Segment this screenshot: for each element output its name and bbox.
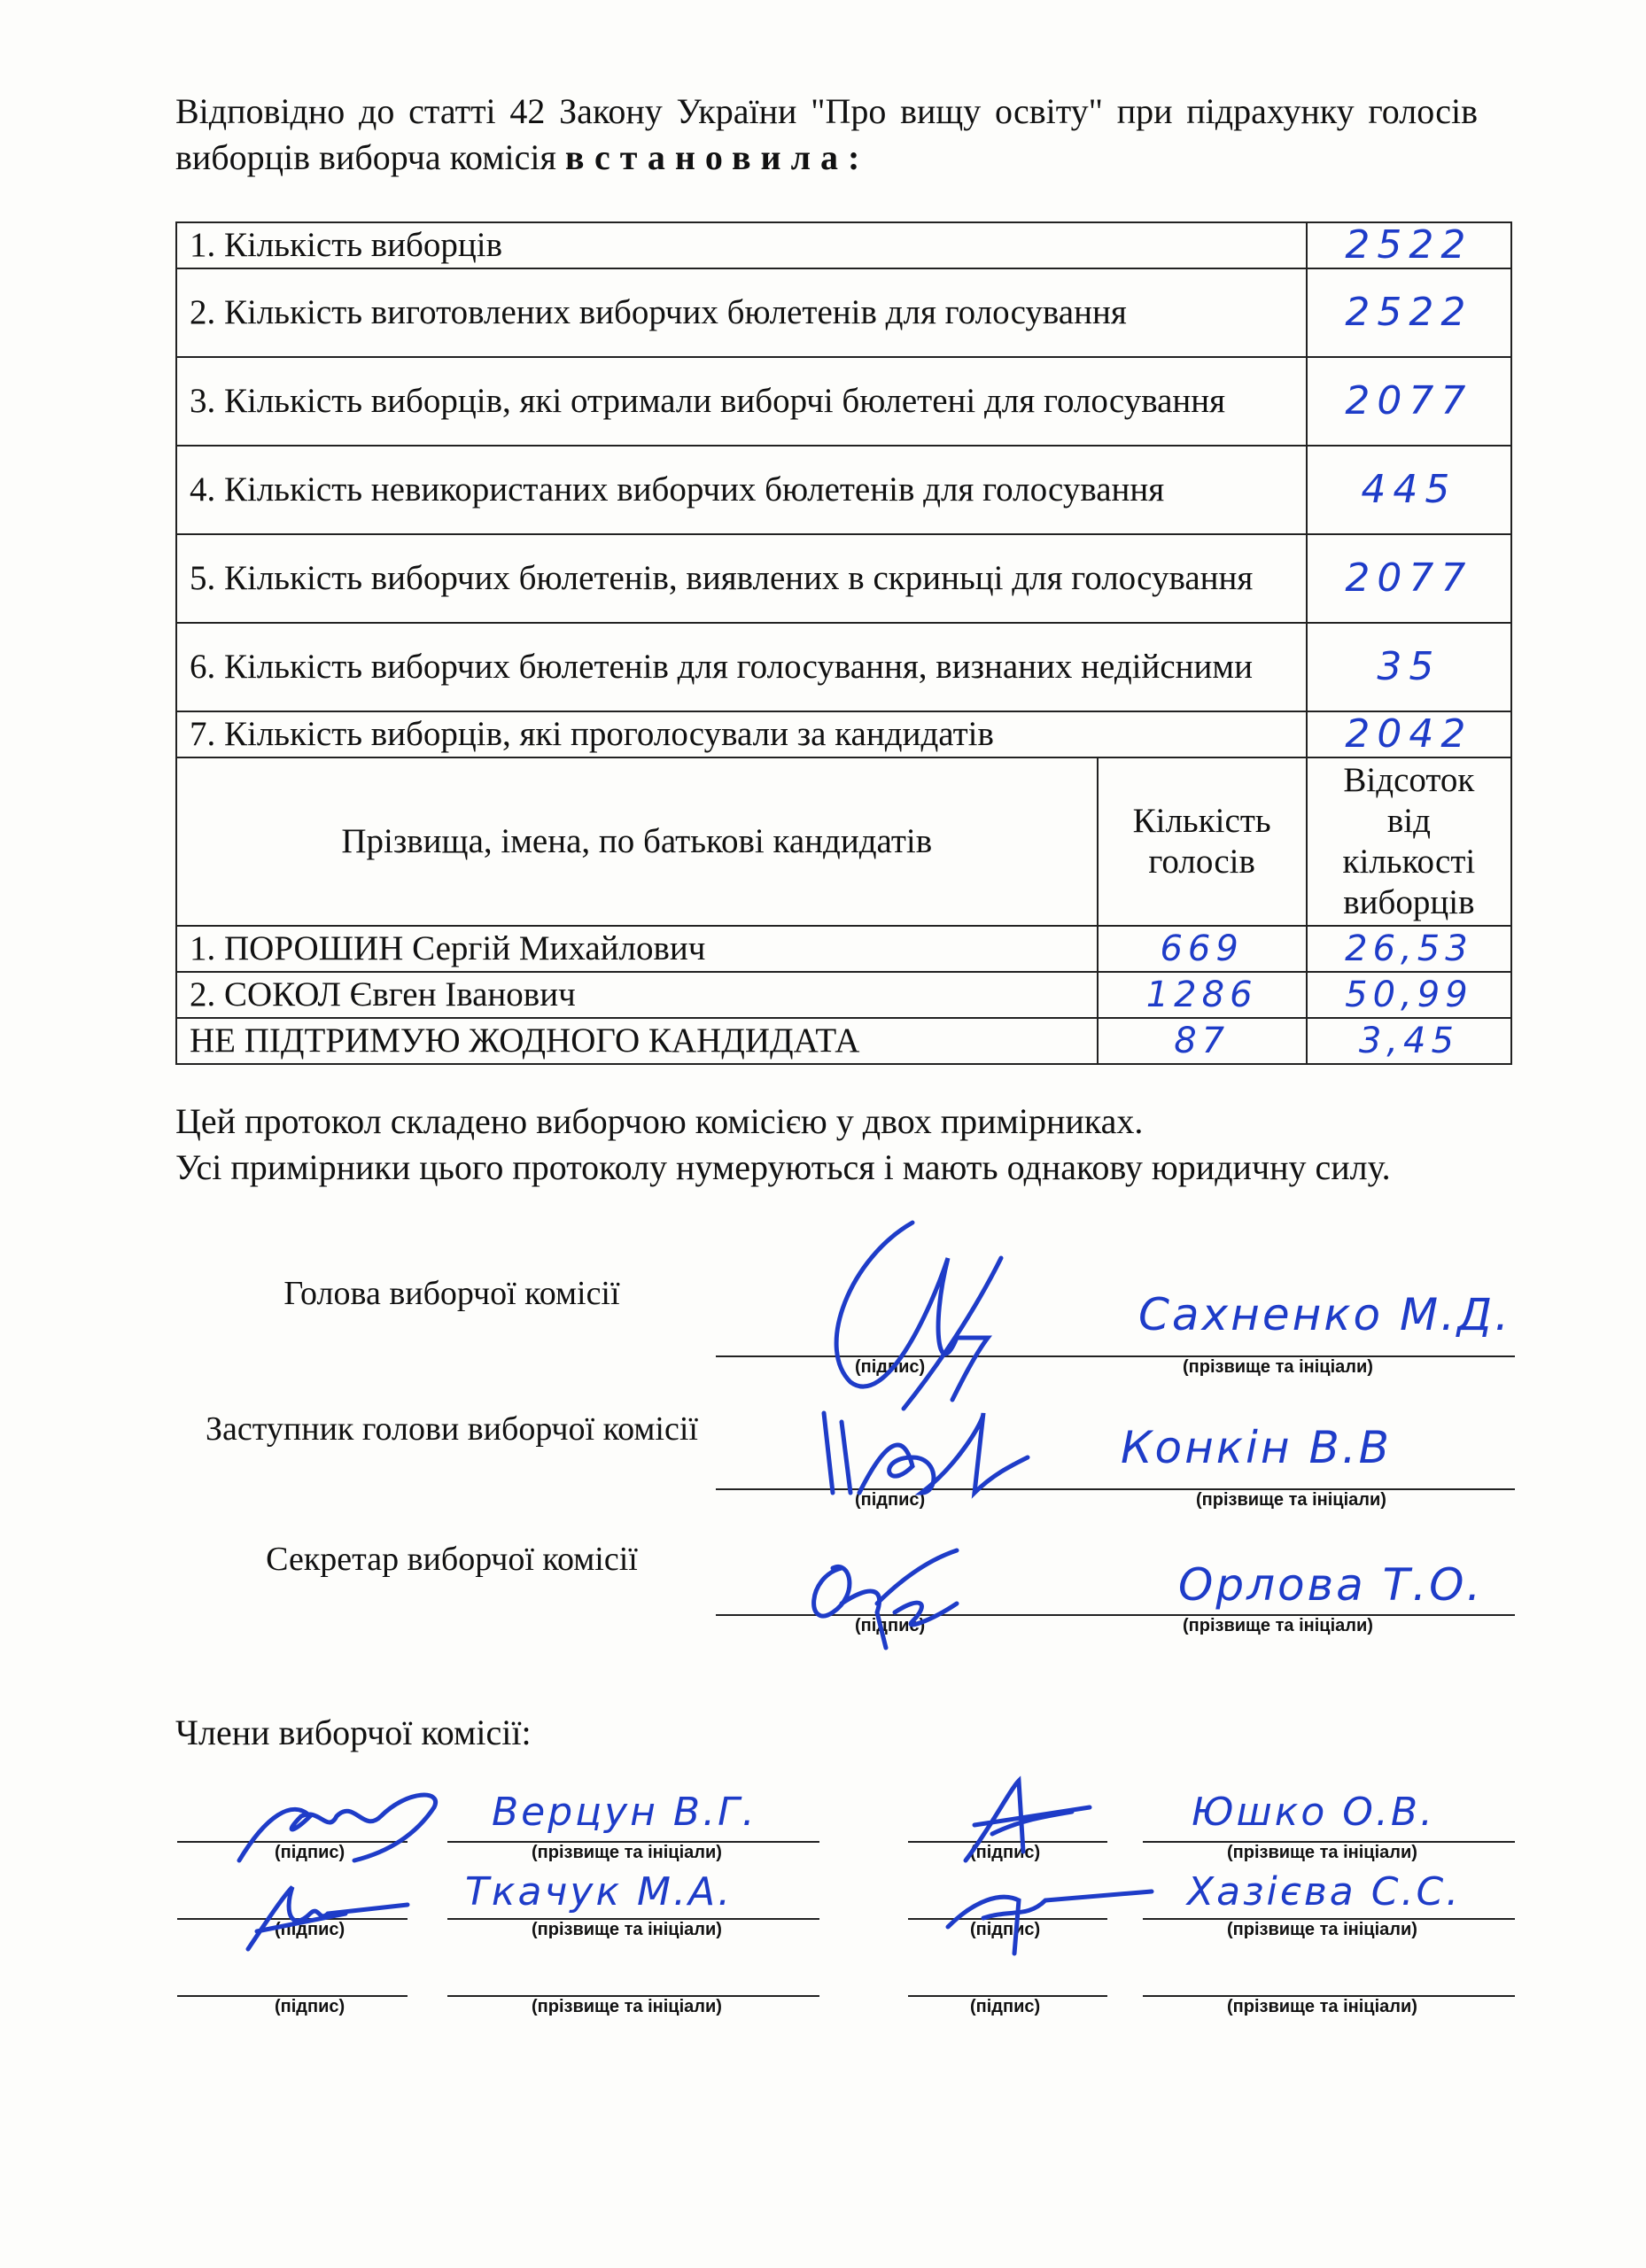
results-row [176, 711, 1511, 757]
row-value: 35 [1307, 623, 1511, 711]
candidate-votes: 1286 [1098, 972, 1307, 1018]
candidate-percent: 3,45 [1307, 1018, 1511, 1064]
member-1-name: Верцун В.Г. [492, 1790, 757, 1835]
row-value: 2042 [1307, 711, 1511, 757]
results-row [176, 623, 1511, 711]
member-1-signature-caption: (підпис) [275, 1843, 346, 1862]
row-label: 2. Кількість виготовлених виборчих бюлетенів для голосування [176, 268, 1307, 357]
header-name: Прізвища, імена, по батькові кандидатів [176, 757, 1098, 926]
row-label: 3. Кількість виборців, які отримали виборчі бюлетені для голосування [176, 357, 1307, 446]
row-value: 2077 [1307, 534, 1511, 623]
results-row [176, 446, 1511, 534]
candidates-header-row [176, 757, 1511, 926]
chair-signature-icon [797, 1205, 1028, 1426]
candidate-votes: 669 [1098, 926, 1307, 972]
row-label: 7. Кількість виборців, які проголосували за кандидатів [176, 711, 1307, 757]
secretary-signature-icon [780, 1542, 992, 1657]
row-value: 2077 [1307, 357, 1511, 446]
established-word: встановила: [564, 137, 870, 177]
deputy-signature-icon [806, 1395, 1037, 1511]
intro-text: Відповідно до статті 42 Закону України "Про вищу освіту" при підрахунку голосів виборців виборча комісія [175, 91, 1478, 177]
row-value: 445 [1307, 446, 1511, 534]
deputy-name: Конкін В.В [1121, 1422, 1392, 1473]
candidate-name: 1. ПОРОШИН Сергій Михайлович [176, 926, 1098, 972]
candidate-votes: 87 [1098, 1018, 1307, 1064]
chair-name-caption: (прізвище та ініціали) [1183, 1357, 1373, 1377]
results-table [175, 221, 1512, 1065]
secretary-name-caption: (прізвище та ініціали) [1183, 1616, 1373, 1635]
member-5-signature-caption: (підпис) [275, 1997, 346, 2016]
row-value: 2522 [1307, 268, 1511, 357]
closing-paragraph [175, 1099, 1478, 1191]
members-title: Члени виборчої комісії: [175, 1713, 532, 1752]
secretary-role: Секретар виборчої комісії [266, 1541, 638, 1578]
member-4-signature-caption: (підпис) [970, 1920, 1041, 1939]
member-4-signature-icon [930, 1865, 1161, 1962]
results-row [176, 357, 1511, 446]
header-votes: Кількість голосів [1098, 757, 1307, 926]
member-2-name-caption: (прізвище та ініціали) [1227, 1843, 1417, 1862]
member-6-signature-caption: (підпис) [970, 1997, 1041, 2016]
member-4-name-caption: (прізвище та ініціали) [1227, 1920, 1417, 1939]
candidate-name: 2. СОКОЛ Євген Іванович [176, 972, 1098, 1018]
closing-line-2: Усі примірники цього протоколу нумеруються і мають однакову юридичну силу. [175, 1147, 1391, 1187]
candidate-percent: 50,99 [1307, 972, 1511, 1018]
candidate-name: НЕ ПІДТРИМУЮ ЖОДНОГО КАНДИДАТА [176, 1018, 1098, 1064]
member-2-signature-caption: (підпис) [970, 1843, 1041, 1862]
member-2-signature-icon [939, 1772, 1116, 1869]
candidate-row [176, 1018, 1511, 1064]
chair-role: Голова виборчої комісії [283, 1275, 620, 1312]
member-3-signature-icon [221, 1878, 425, 1958]
secretary-name: Орлова Т.О. [1178, 1559, 1484, 1611]
header-percent: Відсоток від кількості виборців [1307, 757, 1511, 926]
row-label: 4. Кількість невикористаних виборчих бюлетенів для голосування [176, 446, 1307, 534]
chair-signature-caption: (підпис) [855, 1357, 926, 1377]
deputy-name-caption: (прізвище та ініціали) [1196, 1490, 1386, 1510]
row-value: 2522 [1307, 222, 1511, 268]
candidate-row [176, 972, 1511, 1018]
member-1-signature-icon [213, 1781, 461, 1878]
closing-line-1: Цей протокол складено виборчою комісією у двох примірниках. [175, 1101, 1144, 1141]
intro-paragraph [175, 89, 1478, 181]
member-2-name: Юшко О.В. [1192, 1790, 1436, 1835]
secretary-signature-caption: (підпис) [855, 1616, 926, 1635]
member-1-name-caption: (прізвище та ініціали) [532, 1843, 722, 1862]
row-label: 5. Кількість виборчих бюлетенів, виявлених в скриньці для голосування [176, 534, 1307, 623]
row-label: 1. Кількість виборців [176, 222, 1307, 268]
candidate-percent: 26,53 [1307, 926, 1511, 972]
row-label: 6. Кількість виборчих бюлетенів для голосування, визнаних недійсними [176, 623, 1307, 711]
member-3-signature-caption: (підпис) [275, 1920, 346, 1939]
member-5-name-caption: (прізвище та ініціали) [532, 1997, 722, 2016]
deputy-role: Заступник голови виборчої комісії [206, 1410, 698, 1448]
deputy-signature-caption: (підпис) [855, 1490, 926, 1510]
candidate-row [176, 926, 1511, 972]
results-row [176, 534, 1511, 623]
results-row [176, 222, 1511, 268]
member-3-name-caption: (прізвище та ініціали) [532, 1920, 722, 1939]
member-4-name: Хазієва С.С. [1187, 1869, 1462, 1915]
member-3-name: Ткачук М.А. [465, 1869, 734, 1915]
member-6-name-caption: (прізвище та ініціали) [1227, 1997, 1417, 2016]
chair-name: Сахненко М.Д. [1138, 1289, 1511, 1340]
results-row [176, 268, 1511, 357]
